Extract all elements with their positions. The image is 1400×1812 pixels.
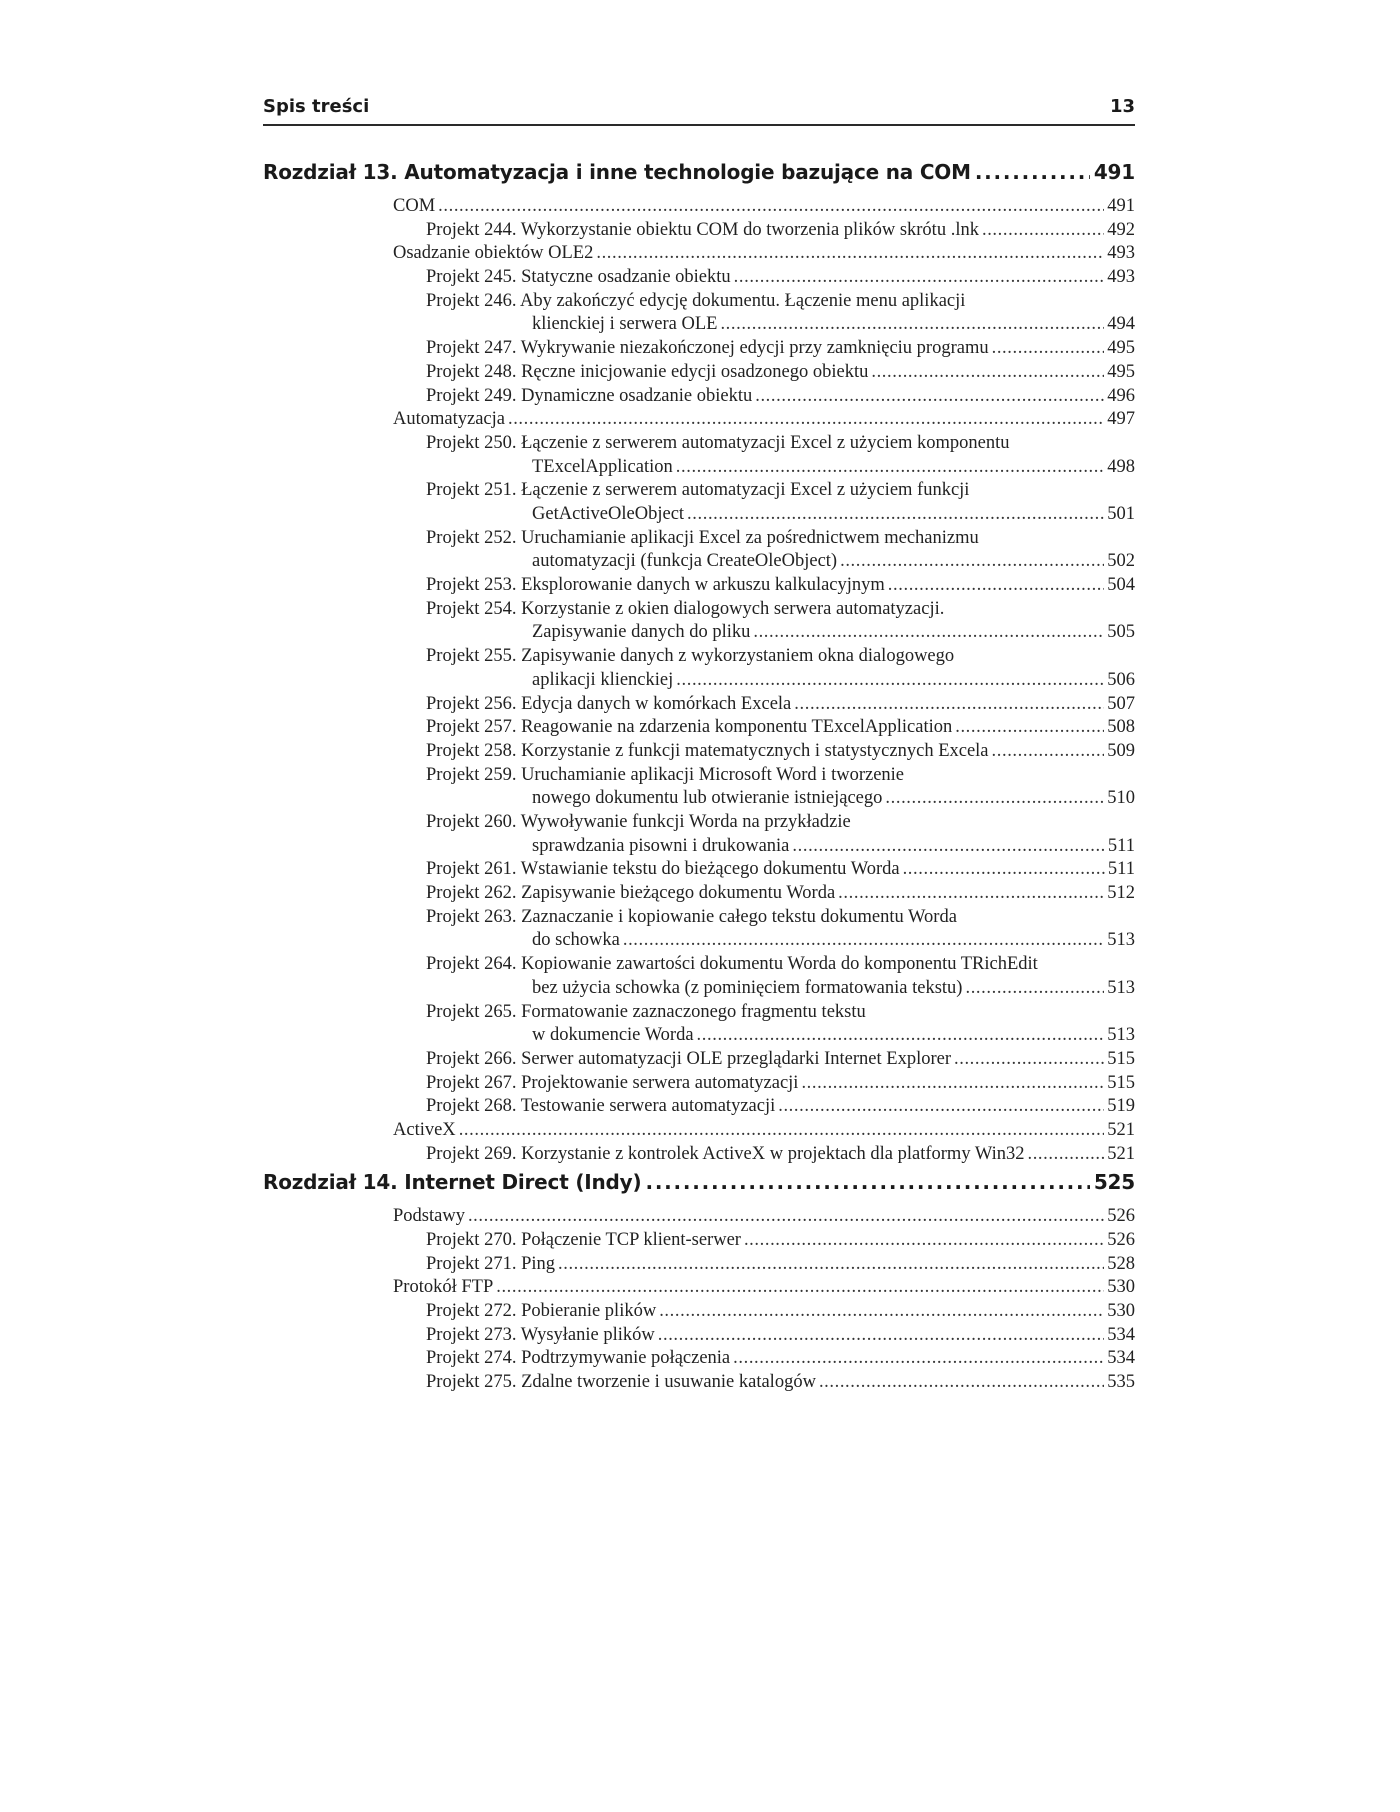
project-entry[interactable] bbox=[263, 337, 1135, 361]
entry-page-number: 534 bbox=[1107, 1324, 1135, 1345]
entry-line bbox=[263, 574, 1135, 598]
project-entry[interactable] bbox=[263, 1300, 1135, 1324]
dot-leader bbox=[596, 242, 1104, 266]
dot-leader bbox=[838, 882, 1104, 906]
entry-line bbox=[263, 1072, 1135, 1096]
entry-title-continuation: automatyzacji (funkcja CreateOleObject) bbox=[532, 551, 838, 572]
chapter-page-number: 525 bbox=[1093, 1170, 1135, 1195]
entry-page-number: 515 bbox=[1107, 1048, 1135, 1069]
entry-page-number: 535 bbox=[1107, 1372, 1135, 1393]
section-entry[interactable] bbox=[263, 408, 1135, 432]
entry-title-continuation: TExcelApplication bbox=[532, 456, 673, 477]
chapter-heading[interactable] bbox=[263, 1170, 1135, 1205]
entry-line bbox=[263, 1205, 1135, 1229]
entry-page-number: 513 bbox=[1107, 1025, 1135, 1046]
entry-continuation-line bbox=[263, 550, 1135, 574]
entry-title: Projekt 245. Statyczne osadzanie obiektu bbox=[426, 267, 731, 288]
dot-leader bbox=[676, 456, 1104, 480]
running-header bbox=[263, 96, 1135, 126]
entry-continuation-line bbox=[263, 977, 1135, 1001]
entry-page-number: 505 bbox=[1107, 622, 1135, 643]
entry-line bbox=[263, 385, 1135, 409]
entry-page-number: 510 bbox=[1107, 788, 1135, 809]
entry-line bbox=[263, 764, 1135, 788]
entry-title: Projekt 260. Wywoływanie funkcji Worda na przykładzie bbox=[426, 811, 851, 832]
entry-line bbox=[263, 858, 1135, 882]
entry-line bbox=[263, 811, 1135, 835]
entry-line bbox=[263, 432, 1135, 456]
project-entry[interactable] bbox=[263, 219, 1135, 243]
entry-page-number: 530 bbox=[1107, 1277, 1135, 1298]
entry-page-number: 507 bbox=[1107, 693, 1135, 714]
project-entry[interactable] bbox=[263, 574, 1135, 598]
entry-title: Projekt 262. Zapisywanie bieżącego dokumentu Worda bbox=[426, 883, 836, 904]
entry-title: Projekt 273. Wysyłanie plików bbox=[426, 1324, 655, 1345]
entry-page-number: 508 bbox=[1107, 717, 1135, 738]
entry-title: COM bbox=[393, 196, 436, 216]
entry-title-continuation: bez użycia schowka (z pominięciem formatowania tekstu) bbox=[532, 977, 963, 998]
entry-page-number: 501 bbox=[1107, 503, 1135, 524]
dot-leader bbox=[794, 693, 1104, 717]
project-entry[interactable] bbox=[263, 693, 1135, 717]
chapter-heading[interactable] bbox=[263, 160, 1135, 195]
entry-title: Projekt 271. Ping bbox=[426, 1253, 555, 1274]
entry-page-number: 493 bbox=[1107, 243, 1135, 264]
dot-leader bbox=[645, 1170, 1089, 1194]
project-entry[interactable] bbox=[263, 290, 1135, 337]
entry-title: Projekt 265. Formatowanie zaznaczonego fragmentu tekstu bbox=[426, 1001, 866, 1022]
header-page-number: 13 bbox=[1109, 96, 1135, 117]
entry-line bbox=[263, 219, 1135, 243]
project-entry[interactable] bbox=[263, 385, 1135, 409]
project-entry[interactable] bbox=[263, 598, 1135, 645]
project-entry[interactable] bbox=[263, 1253, 1135, 1277]
entry-page-number: 498 bbox=[1107, 456, 1135, 477]
project-entry[interactable] bbox=[263, 1072, 1135, 1096]
project-entry[interactable] bbox=[263, 1095, 1135, 1119]
dot-leader bbox=[819, 1371, 1104, 1395]
entry-line bbox=[263, 740, 1135, 764]
section-entry[interactable] bbox=[263, 195, 1135, 219]
project-entry[interactable] bbox=[263, 645, 1135, 692]
dot-leader bbox=[992, 740, 1105, 764]
entry-continuation-line bbox=[263, 621, 1135, 645]
entry-line bbox=[263, 408, 1135, 432]
entry-page-number: 521 bbox=[1107, 1143, 1135, 1164]
dot-leader bbox=[840, 550, 1104, 574]
entry-title: Projekt 252. Uruchamianie aplikacji Excel za pośrednictwem mechanizmu bbox=[426, 527, 979, 548]
dot-leader bbox=[623, 929, 1104, 953]
entry-page-number: 504 bbox=[1107, 575, 1135, 596]
entry-page-number: 521 bbox=[1107, 1119, 1135, 1140]
dot-leader bbox=[438, 195, 1104, 219]
entry-line bbox=[263, 1095, 1135, 1119]
header-title: Spis treści bbox=[263, 96, 370, 117]
chapter-title: Rozdział 13. Automatyzacja i inne technologie bazujące na COM bbox=[263, 160, 971, 184]
entry-title: Projekt 248. Ręczne inicjowanie edycji osadzonego obiektu bbox=[426, 361, 869, 382]
entry-continuation-line bbox=[263, 835, 1135, 859]
entry-title: Projekt 249. Dynamiczne osadzanie obiektu bbox=[426, 385, 753, 406]
entry-title-continuation: sprawdzania pisowni i drukowania bbox=[532, 835, 790, 856]
entry-page-number: 494 bbox=[1107, 314, 1135, 335]
dot-leader bbox=[733, 1347, 1104, 1371]
project-entry[interactable] bbox=[263, 858, 1135, 882]
project-entry[interactable] bbox=[263, 361, 1135, 385]
entry-continuation-line bbox=[263, 503, 1135, 527]
entry-page-number: 511 bbox=[1107, 835, 1135, 856]
entry-line bbox=[263, 716, 1135, 740]
entry-page-number: 502 bbox=[1107, 551, 1135, 572]
entry-continuation-line bbox=[263, 1024, 1135, 1048]
entry-line bbox=[263, 479, 1135, 503]
dot-leader bbox=[955, 716, 1104, 740]
dot-leader bbox=[468, 1205, 1104, 1229]
entry-line bbox=[263, 693, 1135, 717]
section-entry[interactable] bbox=[263, 1119, 1135, 1143]
dot-leader bbox=[1027, 1143, 1104, 1167]
project-entry[interactable] bbox=[263, 266, 1135, 290]
entry-line bbox=[263, 361, 1135, 385]
entry-line bbox=[263, 527, 1135, 551]
dot-leader bbox=[558, 1253, 1104, 1277]
entry-continuation-line bbox=[263, 669, 1135, 693]
entry-title: Projekt 255. Zapisywanie danych z wykorzystaniem okna dialogowego bbox=[426, 646, 955, 667]
project-entry[interactable] bbox=[263, 479, 1135, 526]
dot-leader bbox=[676, 669, 1104, 693]
dot-leader bbox=[720, 313, 1104, 337]
entry-page-number: 526 bbox=[1107, 1230, 1135, 1251]
project-entry[interactable] bbox=[263, 764, 1135, 811]
dot-leader bbox=[982, 219, 1104, 243]
project-entry[interactable] bbox=[263, 432, 1135, 479]
entry-line bbox=[263, 1143, 1135, 1167]
entry-page-number: 515 bbox=[1107, 1072, 1135, 1093]
entry-title: Projekt 264. Kopiowanie zawartości dokumentu Worda do komponentu TRichEdit bbox=[426, 954, 1038, 975]
project-entry[interactable] bbox=[263, 953, 1135, 1000]
entry-title: Projekt 272. Pobieranie plików bbox=[426, 1301, 657, 1322]
entry-continuation-line bbox=[263, 929, 1135, 953]
section-entry[interactable] bbox=[263, 1205, 1135, 1229]
entry-title: Projekt 275. Zdalne tworzenie i usuwanie katalogów bbox=[426, 1372, 816, 1393]
chapter-title: Rozdział 14. Internet Direct (Indy) bbox=[263, 1170, 642, 1195]
chapter-page-number: 491 bbox=[1093, 160, 1135, 184]
project-entry[interactable] bbox=[263, 1229, 1135, 1253]
entry-page-number: 493 bbox=[1107, 267, 1135, 288]
project-entry[interactable] bbox=[263, 1324, 1135, 1348]
entry-title-continuation: do schowka bbox=[532, 930, 620, 951]
project-entry[interactable] bbox=[263, 1048, 1135, 1072]
entry-title: Projekt 247. Wykrywanie niezakończonej edycji przy zamknięciu programu bbox=[426, 338, 989, 359]
entry-page-number: 496 bbox=[1107, 385, 1135, 406]
entry-page-number: 519 bbox=[1107, 1096, 1135, 1117]
entry-title: Projekt 251. Łączenie z serwerem automatyzacji Excel z użyciem funkcji bbox=[426, 480, 970, 501]
entry-title: Projekt 253. Eksplorowanie danych w arkuszu kalkulacyjnym bbox=[426, 575, 885, 596]
entry-title: Projekt 267. Projektowanie serwera automatyzacji bbox=[426, 1072, 799, 1093]
entry-continuation-line bbox=[263, 313, 1135, 337]
project-entry[interactable] bbox=[263, 1143, 1135, 1167]
entry-title: Projekt 268. Testowanie serwera automatyzacji bbox=[426, 1096, 776, 1117]
project-entry[interactable] bbox=[263, 1001, 1135, 1048]
entry-line bbox=[263, 266, 1135, 290]
entry-continuation-line bbox=[263, 456, 1135, 480]
dot-leader bbox=[778, 1095, 1104, 1119]
dot-leader bbox=[871, 361, 1104, 385]
project-entry[interactable] bbox=[263, 906, 1135, 953]
entry-page-number: 512 bbox=[1107, 883, 1135, 904]
section-entry[interactable] bbox=[263, 242, 1135, 266]
entry-line bbox=[263, 1324, 1135, 1348]
entry-page-number: 528 bbox=[1107, 1253, 1135, 1274]
project-entry[interactable] bbox=[263, 1347, 1135, 1371]
dot-leader bbox=[885, 787, 1104, 811]
dot-leader bbox=[801, 1072, 1104, 1096]
entry-title-continuation: w dokumencie Worda bbox=[532, 1025, 694, 1046]
entry-line bbox=[263, 337, 1135, 361]
dot-leader bbox=[658, 1324, 1105, 1348]
entry-line bbox=[263, 1229, 1135, 1253]
entry-title: Automatyzacja bbox=[393, 409, 505, 430]
entry-title: Projekt 244. Wykorzystanie obiektu COM do tworzenia plików skrótu .lnk bbox=[426, 219, 979, 240]
entry-title: Projekt 259. Uruchamianie aplikacji Microsoft Word i tworzenie bbox=[426, 764, 905, 785]
entry-line bbox=[263, 290, 1135, 314]
table-of-contents bbox=[263, 160, 1135, 1395]
dot-leader bbox=[734, 266, 1105, 290]
dot-leader bbox=[888, 574, 1104, 598]
entry-title: Projekt 266. Serwer automatyzacji OLE przeglądarki Internet Explorer bbox=[426, 1048, 951, 1069]
entry-page-number: 495 bbox=[1107, 338, 1135, 359]
entry-title: Protokół FTP bbox=[393, 1277, 494, 1298]
entry-line bbox=[263, 1300, 1135, 1324]
dot-leader bbox=[459, 1119, 1105, 1143]
project-entry[interactable] bbox=[263, 811, 1135, 858]
entry-continuation-line bbox=[263, 787, 1135, 811]
entry-title: Projekt 261. Wstawianie tekstu do bieżącego dokumentu Worda bbox=[426, 859, 900, 880]
entry-title: ActiveX bbox=[393, 1119, 456, 1140]
entry-title: Projekt 258. Korzystanie z funkcji matematycznych i statystycznych Excela bbox=[426, 740, 989, 761]
entry-title: Projekt 269. Korzystanie z kontrolek ActiveX w projektach dla platformy Win32 bbox=[426, 1143, 1025, 1164]
entry-line bbox=[263, 1119, 1135, 1143]
entry-page-number: 534 bbox=[1107, 1348, 1135, 1369]
entry-title: Projekt 254. Korzystanie z okien dialogowych serwera automatyzacji. bbox=[426, 598, 945, 619]
entry-title: Projekt 250. Łączenie z serwerem automatyzacji Excel z użyciem komponentu bbox=[426, 432, 1010, 453]
entry-title-continuation: nowego dokumentu lub otwieranie istniejącego bbox=[532, 788, 883, 809]
entry-line bbox=[263, 953, 1135, 977]
entry-title-continuation: Zapisywanie danych do pliku bbox=[532, 622, 751, 643]
entry-page-number: 530 bbox=[1107, 1301, 1135, 1322]
entry-line bbox=[263, 242, 1135, 266]
project-entry[interactable] bbox=[263, 740, 1135, 764]
entry-line bbox=[263, 598, 1135, 622]
entry-title: Podstawy bbox=[393, 1206, 465, 1227]
entry-page-number: 509 bbox=[1107, 740, 1135, 761]
entry-line bbox=[263, 1276, 1135, 1300]
entry-title: Projekt 246. Aby zakończyć edycję dokumentu. Łączenie menu aplikacji bbox=[426, 290, 966, 311]
dot-leader bbox=[697, 1024, 1105, 1048]
project-entry[interactable] bbox=[263, 882, 1135, 906]
entry-line bbox=[263, 1048, 1135, 1072]
project-entry[interactable] bbox=[263, 716, 1135, 740]
dot-leader bbox=[903, 858, 1105, 882]
entry-page-number: 492 bbox=[1107, 219, 1135, 240]
dot-leader bbox=[687, 503, 1104, 527]
entry-page-number: 506 bbox=[1107, 669, 1135, 690]
entry-page-number: 513 bbox=[1107, 930, 1135, 951]
entry-title: Projekt 270. Połączenie TCP klient-serwer bbox=[426, 1230, 741, 1251]
entry-page-number: 495 bbox=[1107, 361, 1135, 382]
entry-page-number: 511 bbox=[1107, 859, 1135, 880]
entry-title: Projekt 274. Podtrzymywanie połączenia bbox=[426, 1348, 731, 1369]
entry-title: Projekt 256. Edycja danych w komórkach Excela bbox=[426, 693, 792, 714]
entry-title-continuation: aplikacji klienckiej bbox=[532, 669, 674, 690]
entry-page-number: 491 bbox=[1107, 196, 1135, 216]
project-entry[interactable] bbox=[263, 1371, 1135, 1395]
entry-line bbox=[263, 882, 1135, 906]
entry-line bbox=[263, 1347, 1135, 1371]
entry-line bbox=[263, 1371, 1135, 1395]
entry-title: Osadzanie obiektów OLE2 bbox=[393, 243, 594, 264]
dot-leader bbox=[792, 835, 1105, 859]
dot-leader bbox=[744, 1229, 1104, 1253]
entry-line bbox=[263, 1001, 1135, 1025]
dot-leader bbox=[965, 977, 1104, 1001]
dot-leader bbox=[975, 160, 1090, 184]
entry-page-number: 513 bbox=[1107, 977, 1135, 998]
entry-title: Projekt 263. Zaznaczanie i kopiowanie całego tekstu dokumentu Worda bbox=[426, 906, 957, 927]
dot-leader bbox=[992, 337, 1105, 361]
entry-title-continuation: klienckiej i serwera OLE bbox=[532, 314, 718, 335]
entry-page-number: 497 bbox=[1107, 409, 1135, 430]
entry-page-number: 526 bbox=[1107, 1206, 1135, 1227]
dot-leader bbox=[496, 1276, 1104, 1300]
entry-line bbox=[263, 195, 1135, 219]
entry-line bbox=[263, 645, 1135, 669]
entry-line bbox=[263, 1253, 1135, 1277]
project-entry[interactable] bbox=[263, 527, 1135, 574]
entry-title: Projekt 257. Reagowanie na zdarzenia komponentu TExcelApplication bbox=[426, 717, 953, 738]
dot-leader bbox=[508, 408, 1104, 432]
dot-leader bbox=[659, 1300, 1104, 1324]
entry-title-continuation: GetActiveOleObject bbox=[532, 503, 685, 524]
entry-line bbox=[263, 906, 1135, 930]
dot-leader bbox=[755, 385, 1104, 409]
section-entry[interactable] bbox=[263, 1276, 1135, 1300]
dot-leader bbox=[954, 1048, 1104, 1072]
dot-leader bbox=[753, 621, 1104, 645]
